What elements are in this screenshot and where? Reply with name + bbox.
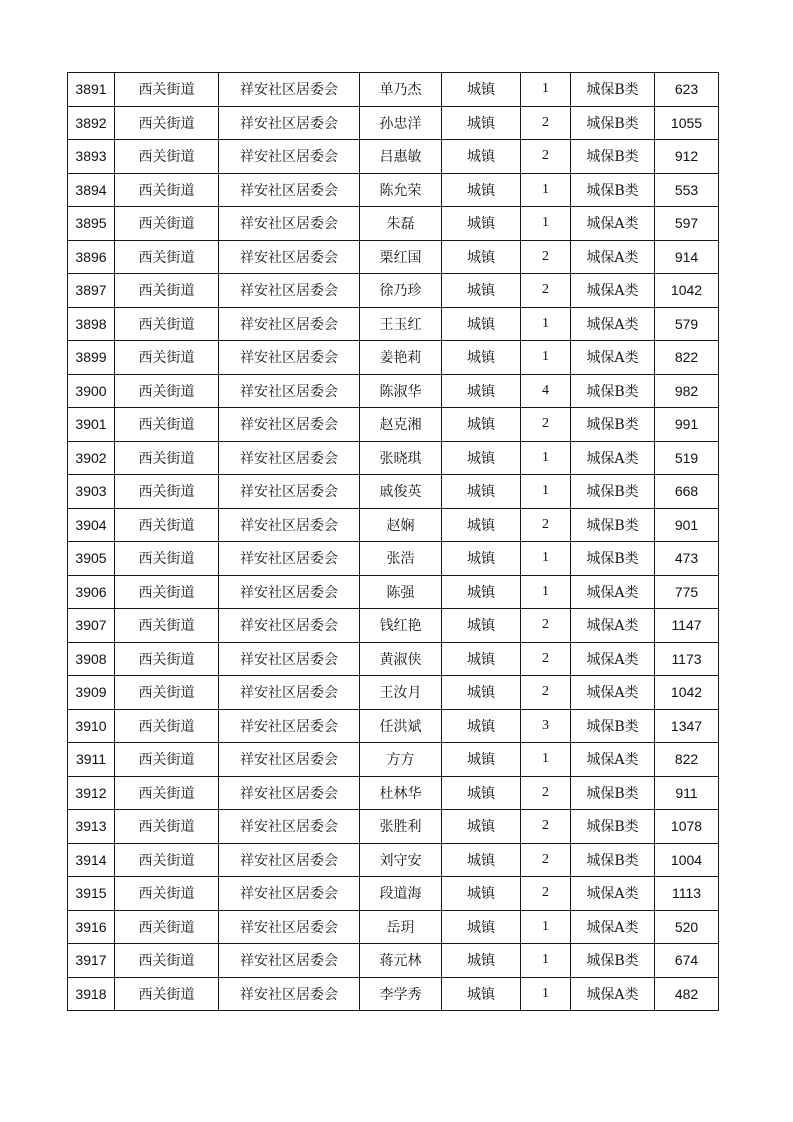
amount-cell: 822 [655,743,719,777]
area-type-cell: 城镇 [442,743,521,777]
subdistrict-cell: 西关街道 [115,106,219,140]
area-type-cell: 城镇 [442,475,521,509]
serial-number-cell: 3908 [68,642,115,676]
serial-number-cell: 3913 [68,810,115,844]
name-cell: 赵克湘 [360,408,442,442]
amount-cell: 519 [655,441,719,475]
subdistrict-cell: 西关街道 [115,341,219,375]
table-row [68,341,719,375]
area-type-cell: 城镇 [442,609,521,643]
serial-number-cell: 3899 [68,341,115,375]
subdistrict-cell: 西关街道 [115,140,219,174]
name-cell: 段道海 [360,877,442,911]
area-type-cell: 城镇 [442,274,521,308]
category-cell: 城保B类 [571,173,655,207]
household-size-cell: 1 [521,207,571,241]
name-cell: 杜林华 [360,776,442,810]
table-row [68,408,719,442]
household-size-cell: 1 [521,475,571,509]
table-row [68,609,719,643]
amount-cell: 597 [655,207,719,241]
community-cell: 祥安社区居委会 [219,609,360,643]
name-cell: 徐乃珍 [360,274,442,308]
category-cell: 城保B类 [571,944,655,978]
amount-cell: 1042 [655,676,719,710]
table-row [68,274,719,308]
household-size-cell: 1 [521,542,571,576]
name-cell: 蒋元林 [360,944,442,978]
subdistrict-cell: 西关街道 [115,374,219,408]
category-cell: 城保A类 [571,441,655,475]
household-size-cell: 1 [521,743,571,777]
name-cell: 单乃杰 [360,73,442,107]
serial-number-cell: 3900 [68,374,115,408]
category-cell: 城保B类 [571,508,655,542]
area-type-cell: 城镇 [442,542,521,576]
subdistrict-cell: 西关街道 [115,609,219,643]
table-row [68,743,719,777]
serial-number-cell: 3895 [68,207,115,241]
household-size-cell: 3 [521,709,571,743]
category-cell: 城保A类 [571,274,655,308]
community-cell: 祥安社区居委会 [219,743,360,777]
area-type-cell: 城镇 [442,173,521,207]
serial-number-cell: 3905 [68,542,115,576]
subdistrict-cell: 西关街道 [115,408,219,442]
amount-cell: 1147 [655,609,719,643]
serial-number-cell: 3898 [68,307,115,341]
table-row [68,542,719,576]
table-row [68,207,719,241]
amount-cell: 982 [655,374,719,408]
category-cell: 城保A类 [571,207,655,241]
category-cell: 城保B类 [571,542,655,576]
household-size-cell: 1 [521,173,571,207]
area-type-cell: 城镇 [442,642,521,676]
serial-number-cell: 3918 [68,977,115,1011]
community-cell: 祥安社区居委会 [219,173,360,207]
name-cell: 张浩 [360,542,442,576]
community-cell: 祥安社区居委会 [219,709,360,743]
amount-cell: 775 [655,575,719,609]
category-cell: 城保B类 [571,73,655,107]
table-row [68,441,719,475]
area-type-cell: 城镇 [442,408,521,442]
subdistrict-cell: 西关街道 [115,977,219,1011]
serial-number-cell: 3896 [68,240,115,274]
name-cell: 张晓琪 [360,441,442,475]
household-size-cell: 1 [521,341,571,375]
serial-number-cell: 3907 [68,609,115,643]
table-row [68,106,719,140]
subdistrict-cell: 西关街道 [115,709,219,743]
area-type-cell: 城镇 [442,106,521,140]
area-type-cell: 城镇 [442,810,521,844]
household-size-cell: 1 [521,307,571,341]
name-cell: 王玉红 [360,307,442,341]
category-cell: 城保B类 [571,408,655,442]
household-size-cell: 2 [521,106,571,140]
subdistrict-cell: 西关街道 [115,676,219,710]
serial-number-cell: 3909 [68,676,115,710]
name-cell: 赵娴 [360,508,442,542]
name-cell: 陈允荣 [360,173,442,207]
community-cell: 祥安社区居委会 [219,575,360,609]
serial-number-cell: 3916 [68,910,115,944]
serial-number-cell: 3894 [68,173,115,207]
area-type-cell: 城镇 [442,441,521,475]
table-row [68,508,719,542]
category-cell: 城保A类 [571,676,655,710]
table-row [68,910,719,944]
community-cell: 祥安社区居委会 [219,274,360,308]
serial-number-cell: 3904 [68,508,115,542]
category-cell: 城保B类 [571,475,655,509]
roster-body [68,73,719,1011]
community-cell: 祥安社区居委会 [219,441,360,475]
category-cell: 城保A类 [571,341,655,375]
amount-cell: 1173 [655,642,719,676]
household-size-cell: 1 [521,575,571,609]
household-size-cell: 2 [521,408,571,442]
amount-cell: 914 [655,240,719,274]
amount-cell: 991 [655,408,719,442]
table-row [68,307,719,341]
name-cell: 张胜利 [360,810,442,844]
subdistrict-cell: 西关街道 [115,73,219,107]
area-type-cell: 城镇 [442,341,521,375]
table-row [68,475,719,509]
community-cell: 祥安社区居委会 [219,341,360,375]
area-type-cell: 城镇 [442,374,521,408]
serial-number-cell: 3891 [68,73,115,107]
area-type-cell: 城镇 [442,508,521,542]
amount-cell: 520 [655,910,719,944]
subdistrict-cell: 西关街道 [115,810,219,844]
amount-cell: 579 [655,307,719,341]
community-cell: 祥安社区居委会 [219,776,360,810]
serial-number-cell: 3914 [68,843,115,877]
name-cell: 戚俊英 [360,475,442,509]
subdistrict-cell: 西关街道 [115,441,219,475]
community-cell: 祥安社区居委会 [219,642,360,676]
table-row [68,73,719,107]
subdistrict-cell: 西关街道 [115,173,219,207]
category-cell: 城保B类 [571,709,655,743]
amount-cell: 473 [655,542,719,576]
subdistrict-cell: 西关街道 [115,575,219,609]
amount-cell: 1042 [655,274,719,308]
area-type-cell: 城镇 [442,843,521,877]
category-cell: 城保A类 [571,910,655,944]
serial-number-cell: 3893 [68,140,115,174]
name-cell: 陈强 [360,575,442,609]
household-size-cell: 4 [521,374,571,408]
community-cell: 祥安社区居委会 [219,843,360,877]
household-size-cell: 2 [521,810,571,844]
area-type-cell: 城镇 [442,877,521,911]
household-size-cell: 1 [521,441,571,475]
area-type-cell: 城镇 [442,910,521,944]
community-cell: 祥安社区居委会 [219,408,360,442]
community-cell: 祥安社区居委会 [219,374,360,408]
area-type-cell: 城镇 [442,140,521,174]
area-type-cell: 城镇 [442,73,521,107]
table-row [68,944,719,978]
serial-number-cell: 3915 [68,877,115,911]
serial-number-cell: 3903 [68,475,115,509]
category-cell: 城保B类 [571,843,655,877]
subdistrict-cell: 西关街道 [115,542,219,576]
amount-cell: 912 [655,140,719,174]
amount-cell: 1347 [655,709,719,743]
community-cell: 祥安社区居委会 [219,910,360,944]
serial-number-cell: 3902 [68,441,115,475]
subdistrict-cell: 西关街道 [115,776,219,810]
subdistrict-cell: 西关街道 [115,743,219,777]
area-type-cell: 城镇 [442,944,521,978]
category-cell: 城保B类 [571,374,655,408]
amount-cell: 1055 [655,106,719,140]
area-type-cell: 城镇 [442,207,521,241]
household-size-cell: 2 [521,609,571,643]
community-cell: 祥安社区居委会 [219,508,360,542]
subdistrict-cell: 西关街道 [115,944,219,978]
household-size-cell: 2 [521,240,571,274]
table-row [68,709,719,743]
category-cell: 城保B类 [571,810,655,844]
table-row [68,676,719,710]
category-cell: 城保B类 [571,106,655,140]
serial-number-cell: 3906 [68,575,115,609]
category-cell: 城保A类 [571,575,655,609]
category-cell: 城保A类 [571,642,655,676]
name-cell: 黄淑侠 [360,642,442,676]
amount-cell: 623 [655,73,719,107]
area-type-cell: 城镇 [442,240,521,274]
table-row [68,642,719,676]
area-type-cell: 城镇 [442,676,521,710]
category-cell: 城保A类 [571,609,655,643]
subdistrict-cell: 西关街道 [115,642,219,676]
amount-cell: 822 [655,341,719,375]
name-cell: 栗红国 [360,240,442,274]
serial-number-cell: 3897 [68,274,115,308]
amount-cell: 674 [655,944,719,978]
category-cell: 城保A类 [571,977,655,1011]
serial-number-cell: 3917 [68,944,115,978]
table-row [68,810,719,844]
household-size-cell: 1 [521,944,571,978]
subdistrict-cell: 西关街道 [115,240,219,274]
name-cell: 陈淑华 [360,374,442,408]
amount-cell: 553 [655,173,719,207]
subdistrict-cell: 西关街道 [115,274,219,308]
table-row [68,374,719,408]
subdistrict-cell: 西关街道 [115,877,219,911]
serial-number-cell: 3901 [68,408,115,442]
roster-table [67,72,719,1011]
table-row [68,877,719,911]
household-size-cell: 1 [521,977,571,1011]
table-row [68,173,719,207]
name-cell: 岳玥 [360,910,442,944]
household-size-cell: 2 [521,508,571,542]
area-type-cell: 城镇 [442,307,521,341]
community-cell: 祥安社区居委会 [219,542,360,576]
table-row [68,977,719,1011]
amount-cell: 1113 [655,877,719,911]
community-cell: 祥安社区居委会 [219,240,360,274]
household-size-cell: 2 [521,877,571,911]
amount-cell: 668 [655,475,719,509]
table-row [68,140,719,174]
area-type-cell: 城镇 [442,977,521,1011]
community-cell: 祥安社区居委会 [219,877,360,911]
community-cell: 祥安社区居委会 [219,106,360,140]
amount-cell: 1004 [655,843,719,877]
name-cell: 王汝月 [360,676,442,710]
serial-number-cell: 3910 [68,709,115,743]
table-row [68,575,719,609]
category-cell: 城保B类 [571,776,655,810]
community-cell: 祥安社区居委会 [219,810,360,844]
community-cell: 祥安社区居委会 [219,207,360,241]
name-cell: 孙忠洋 [360,106,442,140]
subdistrict-cell: 西关街道 [115,207,219,241]
serial-number-cell: 3911 [68,743,115,777]
category-cell: 城保A类 [571,877,655,911]
category-cell: 城保A类 [571,240,655,274]
household-size-cell: 2 [521,776,571,810]
subdistrict-cell: 西关街道 [115,910,219,944]
community-cell: 祥安社区居委会 [219,73,360,107]
name-cell: 姜艳莉 [360,341,442,375]
amount-cell: 901 [655,508,719,542]
subdistrict-cell: 西关街道 [115,843,219,877]
household-size-cell: 2 [521,274,571,308]
name-cell: 任洪斌 [360,709,442,743]
household-size-cell: 2 [521,843,571,877]
subdistrict-cell: 西关街道 [115,508,219,542]
amount-cell: 482 [655,977,719,1011]
area-type-cell: 城镇 [442,575,521,609]
community-cell: 祥安社区居委会 [219,307,360,341]
subdistrict-cell: 西关街道 [115,475,219,509]
community-cell: 祥安社区居委会 [219,475,360,509]
household-size-cell: 1 [521,910,571,944]
household-size-cell: 2 [521,140,571,174]
community-cell: 祥安社区居委会 [219,944,360,978]
name-cell: 刘守安 [360,843,442,877]
name-cell: 钱红艳 [360,609,442,643]
subdistrict-cell: 西关街道 [115,307,219,341]
community-cell: 祥安社区居委会 [219,977,360,1011]
household-size-cell: 2 [521,676,571,710]
amount-cell: 911 [655,776,719,810]
category-cell: 城保A类 [571,307,655,341]
table-row [68,843,719,877]
name-cell: 朱磊 [360,207,442,241]
area-type-cell: 城镇 [442,776,521,810]
serial-number-cell: 3912 [68,776,115,810]
community-cell: 祥安社区居委会 [219,676,360,710]
serial-number-cell: 3892 [68,106,115,140]
table-row [68,240,719,274]
household-size-cell: 1 [521,73,571,107]
name-cell: 方方 [360,743,442,777]
amount-cell: 1078 [655,810,719,844]
category-cell: 城保A类 [571,743,655,777]
table-row [68,776,719,810]
category-cell: 城保B类 [571,140,655,174]
household-size-cell: 2 [521,642,571,676]
community-cell: 祥安社区居委会 [219,140,360,174]
area-type-cell: 城镇 [442,709,521,743]
name-cell: 李学秀 [360,977,442,1011]
name-cell: 吕惠敏 [360,140,442,174]
